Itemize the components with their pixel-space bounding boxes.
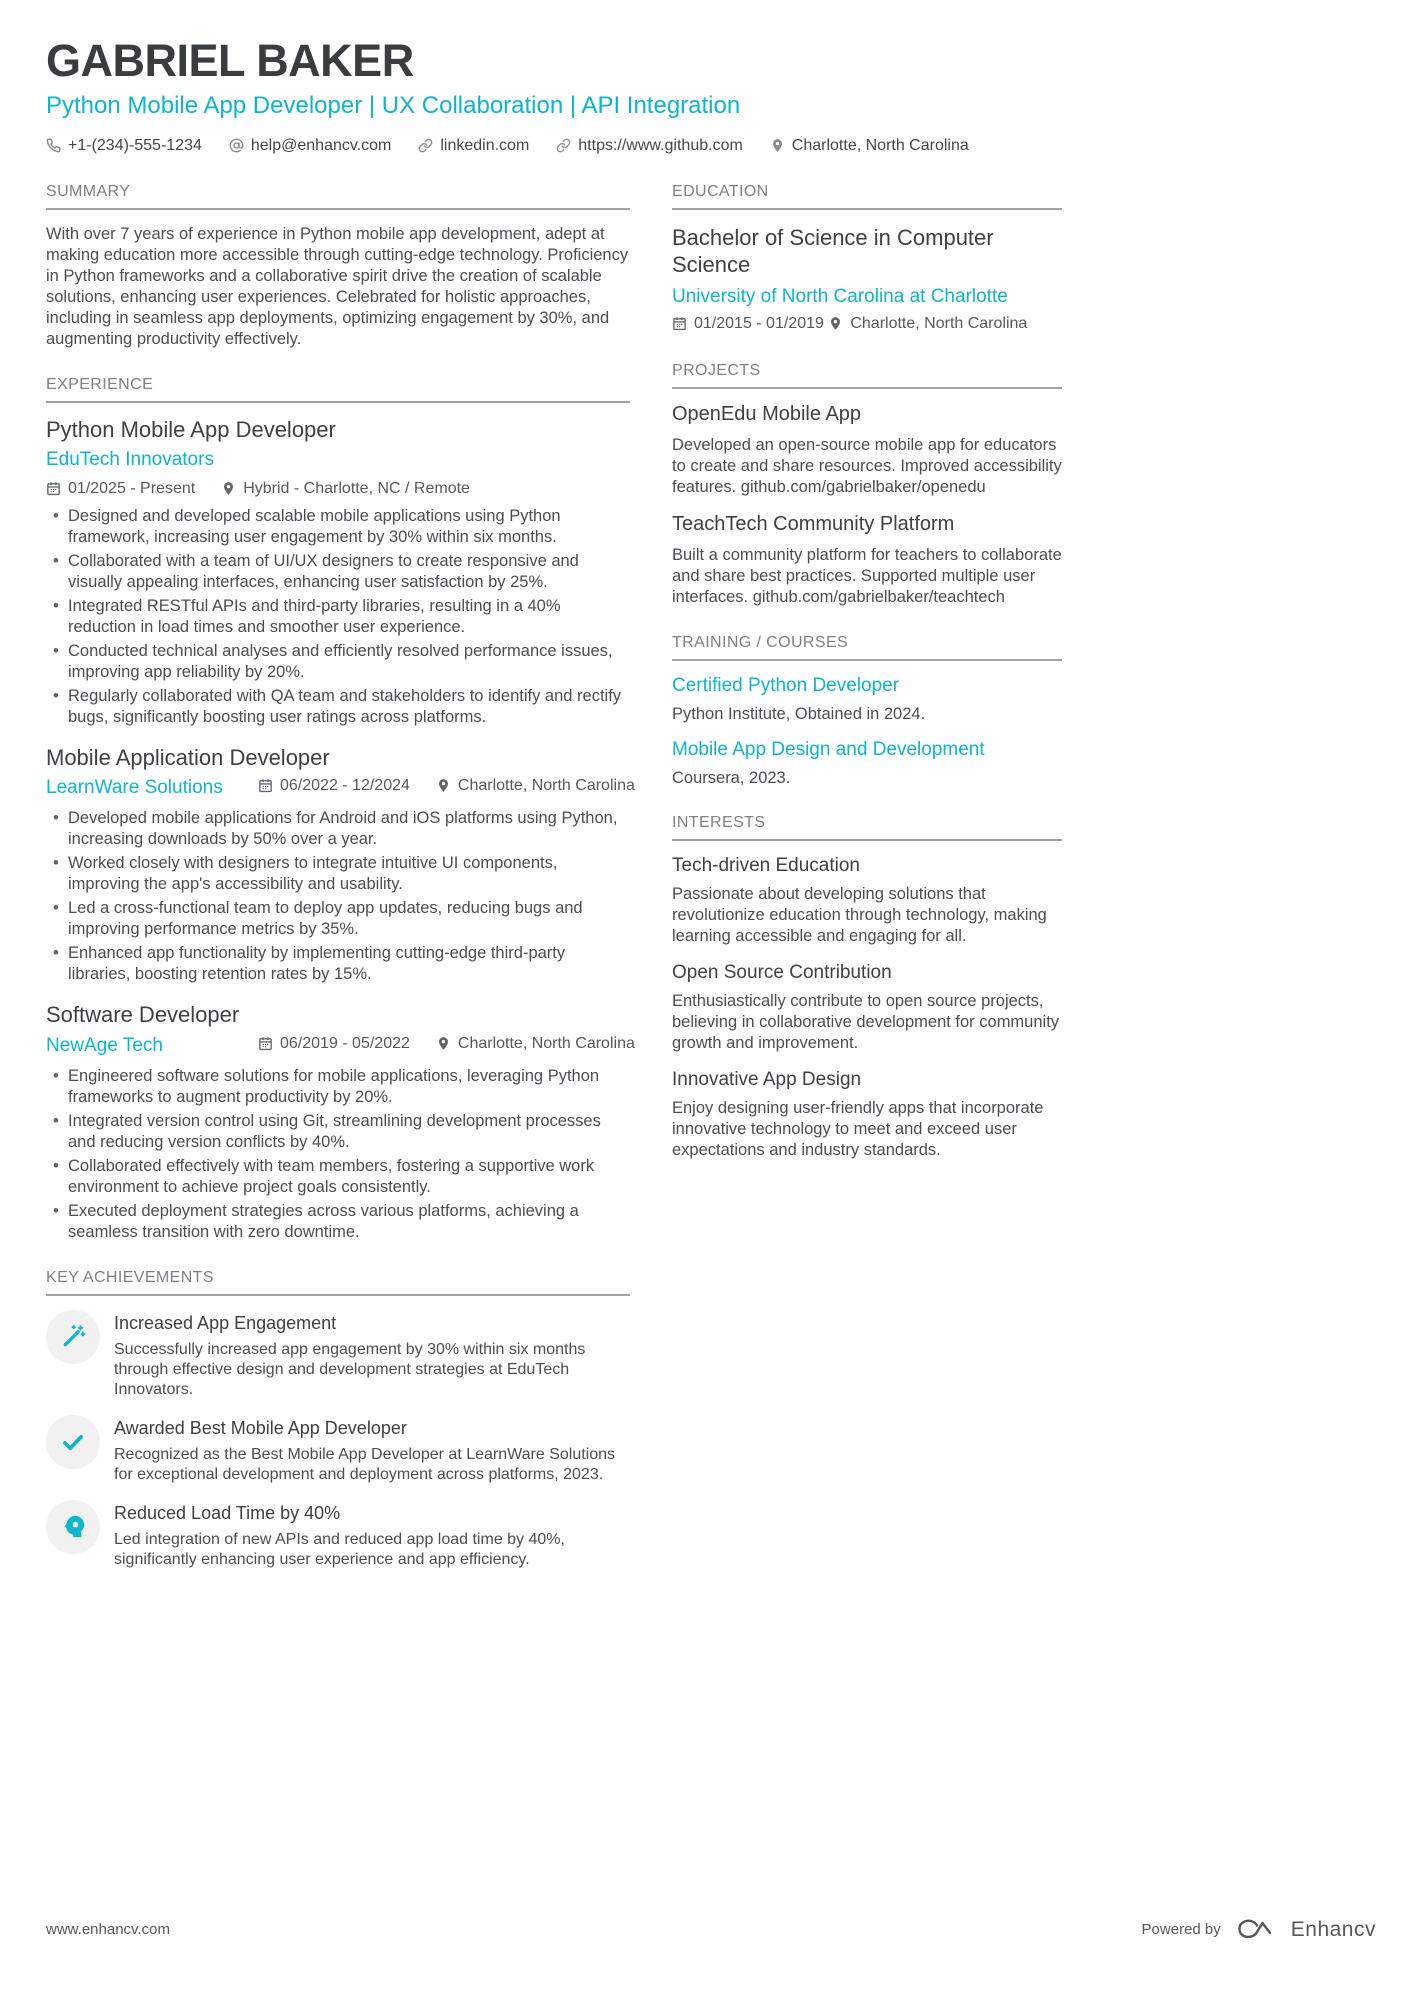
contact-text: help@enhancv.com [250, 136, 392, 154]
interest-title: Tech-driven Education [672, 855, 860, 877]
achievement-title: Reduced Load Time by 40% [114, 1502, 341, 1523]
job-bullets [46, 1066, 630, 1243]
calendar-icon [672, 316, 687, 331]
project-title: OpenEdu Mobile App [672, 403, 862, 426]
calendar-icon [258, 778, 273, 793]
left-column [46, 182, 635, 1570]
calendar-icon [258, 1036, 273, 1051]
contact-item[interactable] [229, 137, 391, 155]
bullet-item: • Integrated version control using Git, streamlining development processes and reducing version conflicts by 40%. [46, 1111, 630, 1153]
job-dates-text: 01/2025 - Present [68, 479, 196, 497]
job-title: Software Developer [46, 1002, 240, 1028]
bullet-item: • Collaborated effectively with team members, fostering a supportive work environment to achieve project goals consistently. [46, 1156, 630, 1198]
contact-text: Charlotte, North Carolina [791, 136, 969, 154]
bullet-item: • Executed deployment strategies across various platforms, achieving a seamless transition with zero downtime. [46, 1201, 630, 1243]
courses-list [672, 675, 1062, 788]
achievements-list [46, 1310, 630, 1570]
experience-entry [46, 417, 630, 728]
job-dates [258, 1035, 410, 1053]
education-heading: EDUCATION [672, 183, 1062, 210]
achievement-item [46, 1500, 630, 1570]
location-icon [828, 316, 843, 331]
company-name: EduTech Innovators [46, 448, 214, 470]
powered-by-label: Powered by [1141, 1921, 1221, 1938]
contact-row [46, 137, 1410, 155]
content-columns [46, 183, 1062, 1570]
brand-name[interactable]: Enhancv [1290, 1917, 1376, 1941]
education-dates [672, 315, 824, 333]
location-icon [436, 778, 451, 793]
bullet-item: • Regularly collaborated with QA team and stakeholders to identify and rectify bugs, significantly boosting user ratings across platforms. [46, 686, 630, 728]
phone-icon [46, 138, 61, 153]
course-title: Certified Python Developer [672, 675, 900, 697]
training-section [672, 634, 1062, 788]
achievement-text: Recognized as the Best Mobile App Developer at LearnWare Solutions for exceptional development and deployment across platforms, 2023. [114, 1445, 616, 1483]
key-achievements-heading: KEY ACHIEVEMENTS [46, 1269, 630, 1296]
education-dates-text: 01/2015 - 01/2019 [694, 314, 824, 332]
achievement-item [46, 1415, 630, 1485]
project-title: TeachTech Community Platform [672, 513, 955, 536]
bullet-item: • Enhanced app functionality by implementing cutting-edge third-party libraries, boosting retention rates by 15%. [46, 943, 630, 985]
check-icon [60, 1429, 86, 1455]
link-icon [556, 138, 571, 153]
projects-list [672, 403, 1062, 608]
job-meta-row [46, 480, 630, 498]
key-achievements-section [46, 1269, 630, 1570]
achievement-title: Increased App Engagement [114, 1312, 337, 1333]
contact-item[interactable] [556, 137, 743, 155]
job-location [436, 777, 635, 795]
achievement-title: Awarded Best Mobile App Developer [114, 1417, 407, 1438]
bullet-item: • Designed and developed scalable mobile applications using Python framework, increasing user engagement by 30% within six months. [46, 506, 630, 548]
head-icon [60, 1513, 87, 1540]
interest-text: Passionate about developing solutions that revolutionize education through technology, making learning accessible and engaging for all. [672, 885, 1047, 946]
education-location-text: Charlotte, North Carolina [850, 314, 1028, 332]
experience-entry [46, 1002, 635, 1243]
powered-by [1142, 1916, 1376, 1943]
interest-title: Open Source Contribution [672, 962, 892, 984]
projects-section [672, 362, 1062, 608]
enhancv-logo-icon [1233, 1916, 1279, 1943]
bullet-item: • Integrated RESTful APIs and third-party libraries, resulting in a 40% reduction in load times and smoother user experience. [46, 596, 630, 638]
interests-list [672, 855, 1062, 1161]
job-location [436, 1035, 635, 1053]
job-dates [258, 777, 410, 795]
interest-text: Enjoy designing user-friendly apps that incorporate innovative technology to meet and exceed user expectations and industry standards. [672, 1099, 1044, 1160]
achievement-body [114, 1500, 630, 1570]
footer-site-link[interactable]: www.enhancv.com [46, 1921, 170, 1938]
education-section [672, 183, 1062, 337]
course-item [672, 739, 1062, 788]
job-meta-row [46, 776, 635, 800]
job-title: Python Mobile App Developer [46, 416, 336, 442]
project-text: Built a community platform for teachers to collaborate and share best practices. Supported multiple user interfaces. github.com/gabrielbaker/teachtech [672, 546, 1062, 607]
summary-section [46, 183, 630, 350]
course-subtitle: Coursera, 2023. [672, 769, 791, 788]
company-row [46, 449, 630, 472]
job-location [221, 480, 470, 498]
achievement-text: Successfully increased app engagement by 30% within six months through effective design and development strategies at EduTech Innovators. [114, 1340, 586, 1398]
company-name: NewAge Tech [46, 1035, 163, 1057]
project-text: Developed an open-source mobile app for educators to create and share resources. Improved accessibility features. github.com/gabrielbaker/openedu [672, 436, 1062, 497]
interest-title: Innovative App Design [672, 1069, 862, 1091]
location-icon [770, 138, 785, 153]
contact-item[interactable] [418, 137, 529, 155]
experience-entry [46, 744, 635, 986]
location-icon [436, 1036, 451, 1051]
job-location-text: Charlotte, North Carolina [457, 776, 635, 794]
resume-header [46, 35, 1410, 155]
job-dates-text: 06/2019 - 05/2022 [280, 1034, 410, 1052]
bullet-item: • Worked closely with designers to integrate intuitive UI components, improving the app's accessibility and usability. [46, 853, 630, 895]
page-footer [46, 1916, 1376, 1943]
bullet-item: • Collaborated with a team of UI/UX designers to create responsive and visually appealing interfaces, enhancing user satisfaction by 25%. [46, 551, 630, 593]
project-item [672, 513, 1062, 608]
person-job-title: Python Mobile App Developer | UX Collaboration | API Integration [46, 92, 741, 119]
achievement-item [46, 1310, 630, 1400]
course-title: Mobile App Design and Development [672, 739, 985, 761]
interest-item [672, 855, 1062, 947]
interests-section [672, 814, 1062, 1161]
bullet-item: • Conducted technical analyses and efficiently resolved performance issues, improving app reliability by 20%. [46, 641, 630, 683]
job-location-text: Hybrid - Charlotte, NC / Remote [243, 479, 470, 497]
right-column [672, 183, 1062, 1570]
education-location [828, 315, 1027, 333]
summary-text: With over 7 years of experience in Python mobile app development, adept at making education more accessible through cutting-edge technology. Proficiency in Python frameworks and a collaborative spirit drive the creation of scalable solutions, enhancing user experiences. Celebrated for holistic approaches, including in seamless app deployments, optimizing engagement by 30%, and augmenting productivity effectively. [46, 224, 629, 348]
summary-heading: SUMMARY [46, 183, 630, 210]
contact-text: +1-(234)-555-1234 [68, 136, 202, 154]
person-name: GABRIEL BAKER [46, 35, 414, 86]
course-subtitle: Python Institute, Obtained in 2024. [672, 705, 926, 724]
contact-item[interactable] [46, 137, 202, 155]
job-meta-row [46, 1034, 635, 1058]
interest-item [672, 962, 1062, 1054]
interests-heading: INTERESTS [672, 814, 1062, 841]
calendar-icon [46, 481, 61, 496]
achievement-icon-circle [46, 1310, 100, 1364]
contact-text: https://www.github.com [578, 136, 743, 154]
location-icon [221, 481, 236, 496]
contact-item [770, 137, 969, 155]
contact-text: linkedin.com [440, 136, 530, 154]
company-name: LearnWare Solutions [46, 777, 223, 799]
projects-heading: PROJECTS [672, 362, 1062, 389]
achievement-icon-circle [46, 1500, 100, 1554]
job-dates-text: 06/2022 - 12/2024 [280, 776, 410, 794]
training-heading: TRAINING / COURSES [672, 634, 1062, 661]
job-location-text: Charlotte, North Carolina [457, 1034, 635, 1052]
job-title: Mobile Application Developer [46, 744, 330, 770]
job-dates [46, 480, 195, 498]
achievement-body [114, 1310, 630, 1400]
bullet-item: • Developed mobile applications for Android and iOS platforms using Python, increasing downloads by 50% over a year. [46, 808, 630, 850]
degree-title: Bachelor of Science in Computer Science [672, 224, 994, 277]
course-item [672, 675, 1062, 724]
at-icon [229, 138, 244, 153]
experience-list [46, 416, 635, 1243]
interest-item [672, 1069, 1062, 1161]
interest-text: Enthusiastically contribute to open source projects, believing in collaborative development for community growth and improvement. [672, 992, 1060, 1053]
achievement-icon-circle [46, 1415, 100, 1469]
job-bullets [46, 506, 630, 728]
bullet-item: • Led a cross-functional team to deploy app updates, reducing bugs and improving performance metrics by 35%. [46, 898, 630, 940]
link-icon [418, 138, 433, 153]
job-bullets [46, 808, 630, 985]
project-item [672, 403, 1062, 498]
achievement-text: Led integration of new APIs and reduced app load time by 40%, significantly enhancing user experience and app efficiency. [114, 1530, 565, 1568]
bullet-item: • Engineered software solutions for mobile applications, leveraging Python frameworks to augment productivity by 20%. [46, 1066, 630, 1108]
wand-icon [60, 1323, 87, 1350]
experience-section [46, 375, 635, 1243]
achievement-body [114, 1415, 630, 1485]
experience-heading: EXPERIENCE [46, 376, 630, 403]
school-name: University of North Carolina at Charlotte [672, 285, 1008, 307]
